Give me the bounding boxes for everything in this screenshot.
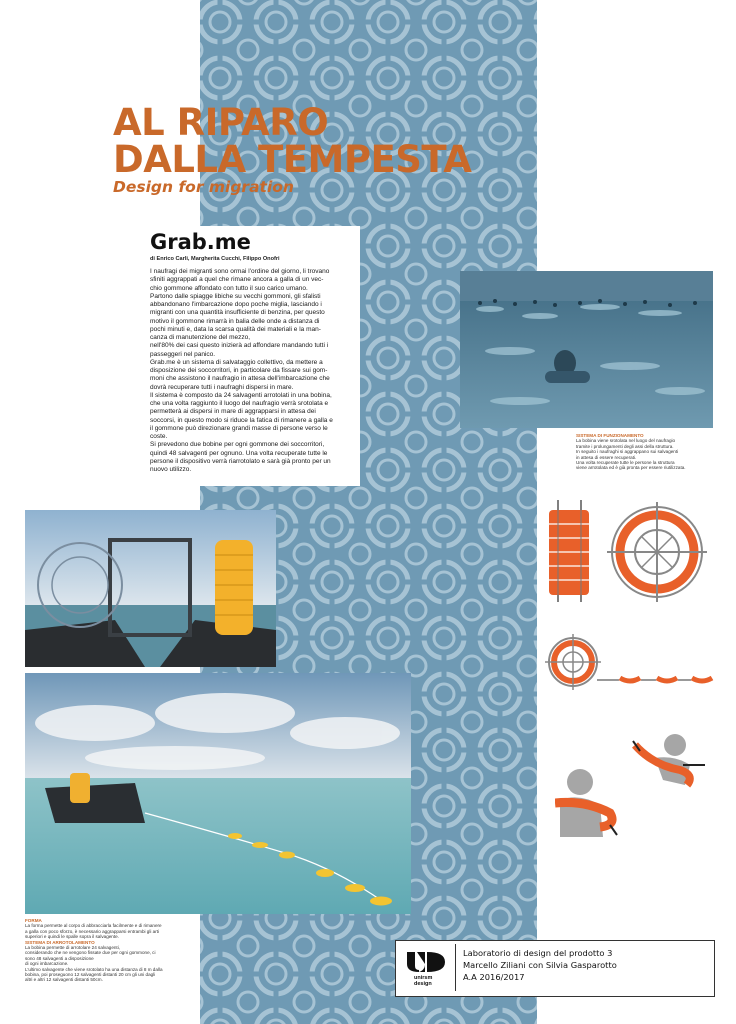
title-line-2: DALLA TEMPESTA — [113, 138, 472, 181]
description-line: soccorsi, in questo modo si riduce la fatica di rimanere a galla e — [150, 416, 333, 424]
description-line: coste. — [150, 433, 168, 440]
title-line-1: AL RIPARO — [113, 101, 329, 144]
description-line: che una volta raggiunto il luogo del naufragio verrà srotolata e — [150, 400, 329, 407]
arrotolamento-heading: SISTEMA DI ARROTOLAMENTO — [25, 939, 95, 945]
caption-line: viene arrotolata ed è già pronta per essere riutilizzata. — [576, 465, 686, 471]
description-line: abbandonano l'imbarcazione dopo poche miglia, lasciando i — [150, 301, 322, 308]
academic-year: A.A 2016/2017 — [463, 971, 525, 982]
project-name: Grab.me — [150, 230, 251, 254]
description-line: disposizione dei soccorritori, in particolare da fissare sui gom- — [150, 367, 328, 374]
course-teachers: Marcello Ziliani con Silvia Gasparotto — [463, 959, 617, 970]
description-line: sfiniti aggrappati a quel che rimane ancora a galla di un vec- — [150, 276, 324, 284]
logo-text — [414, 975, 432, 987]
description-line: permetterà ai dispersi in mare di aggrapparsi in attesa dei — [150, 408, 316, 416]
caption-line: sono 48 salvagenti a disposizione — [25, 955, 94, 961]
person-grab-image — [555, 725, 715, 840]
bobbin-diagram — [545, 500, 715, 605]
caption-line: di ogni imbarcazione. — [25, 961, 69, 967]
description-line: Il sistema è composto da 24 salvagenti arrotolati in una bobina, — [150, 391, 332, 399]
description-line: Partono dalle spiagge libiche su vecchi gommoni, gli sfalisti — [150, 292, 321, 300]
description-line: pochi minuti e, data la scarsa qualità dei materiali e la man- — [150, 325, 321, 333]
description-line: passeggeri nel panico. — [150, 350, 216, 358]
poster-title — [113, 101, 472, 181]
caption-line: considerando che ne vengono fissate due per ogni gommone, ci — [25, 950, 156, 956]
funzionamento-caption — [576, 433, 686, 471]
rescue-photo-image — [460, 271, 713, 428]
unroll-diagram-image — [545, 632, 715, 692]
forma-caption — [25, 918, 163, 983]
caption-line: La bobina permette di arrotolare 24 salvagenti, — [25, 945, 120, 951]
logo-line-1: unirsm — [414, 975, 433, 981]
description-line: chio gommone affondato con tutto il suo carico umano. — [150, 284, 308, 292]
forma-heading: FORMA — [25, 918, 42, 923]
caption-line: bobina, poi proseguono 12 salvagenti distanti 20 cm gli uni dagli — [25, 972, 156, 978]
authors-line: di Enrico Carli, Margherita Cucchi, Filippo Onofri — [150, 256, 280, 262]
person-grab-diagram — [555, 725, 715, 840]
project-description — [150, 268, 362, 474]
funzionamento-heading: SISTEMA DI FUNZIONAMENTO — [576, 433, 644, 438]
caption-line: In seguito i naufraghi si aggrappano sui salvagenti — [576, 449, 679, 455]
caption-line: superiori e quindi le spalle sopra il salvagente. — [25, 934, 119, 940]
description-line: persone il dispositivo verrà riarrotolato e sarà già pronto per un — [150, 457, 331, 465]
description-line: migranti con una quantità insufficiente di benzina, per questo — [150, 309, 325, 317]
description-line: Grab.me è un sistema di salvataggio collettivo, da mettere a — [150, 358, 323, 366]
caption-line: La forma permette al corpo di abbracciarla facilmente e di rimanere — [25, 923, 162, 929]
logo-line-2: design — [414, 981, 432, 987]
sea-render-image — [25, 673, 411, 914]
unroll-diagram — [545, 632, 715, 692]
rescue-photo — [460, 271, 713, 428]
description-line: motivo il gommone rimarrà in balia delle onde a distanza di — [150, 317, 320, 325]
description-line: quindi 48 salvagenti per ognuno. Una volta recuperate tutte le — [150, 449, 328, 457]
footer-divider — [455, 944, 456, 991]
course-info — [463, 948, 617, 983]
boat-render-image — [25, 510, 276, 667]
poster-subtitle: Design for migration — [113, 178, 294, 196]
boat-render-photo — [25, 510, 276, 667]
description-line: nuovo utilizzo. — [150, 466, 192, 473]
description-line: dovrà recuperare tutti i naufraghi dispersi in mare. — [150, 383, 294, 391]
caption-line: Una volta recuperate tutte le persone la struttura — [576, 460, 675, 466]
description-line: I naufragi dei migranti sono ormai l'ordine del giorno, li trovano — [150, 268, 330, 275]
description-line: canza di manutenzione del mezzo, — [150, 334, 251, 341]
course-name: Laboratorio di design del prodotto 3 — [463, 948, 613, 958]
bobbin-diagram-image — [545, 500, 715, 605]
caption-line: L'ultimo salvagente che viene srotolato ha una distanza di 8 m dalla — [25, 966, 163, 972]
description-line: moni che assistono il naufragio in attesa dell'imbarcazione che — [150, 375, 330, 383]
caption-line: in attesa di essere recuperati. — [576, 454, 637, 460]
description-line: Si prevedono due bobine per ogni gommone dei soccorritori, — [150, 441, 325, 449]
caption-line: tramite i prolungamenti degli assi della struttura. — [576, 443, 674, 449]
caption-line: a galla con poco sforzo, è necessario aggrapparsi entrambi gli arti — [25, 928, 160, 934]
description-line: nell'80% dei casi questo inizierà ad affondare mandando tutti i — [150, 342, 329, 350]
caption-line: altri e altri 12 salvagenti distanti 50cm. — [25, 977, 103, 983]
sea-render-photo — [25, 673, 411, 914]
caption-line: La bobina viene srotolata nel luogo del naufragio — [576, 438, 676, 444]
description-line: il gommone può direzionare grandi masse di persone verso le — [150, 424, 328, 432]
